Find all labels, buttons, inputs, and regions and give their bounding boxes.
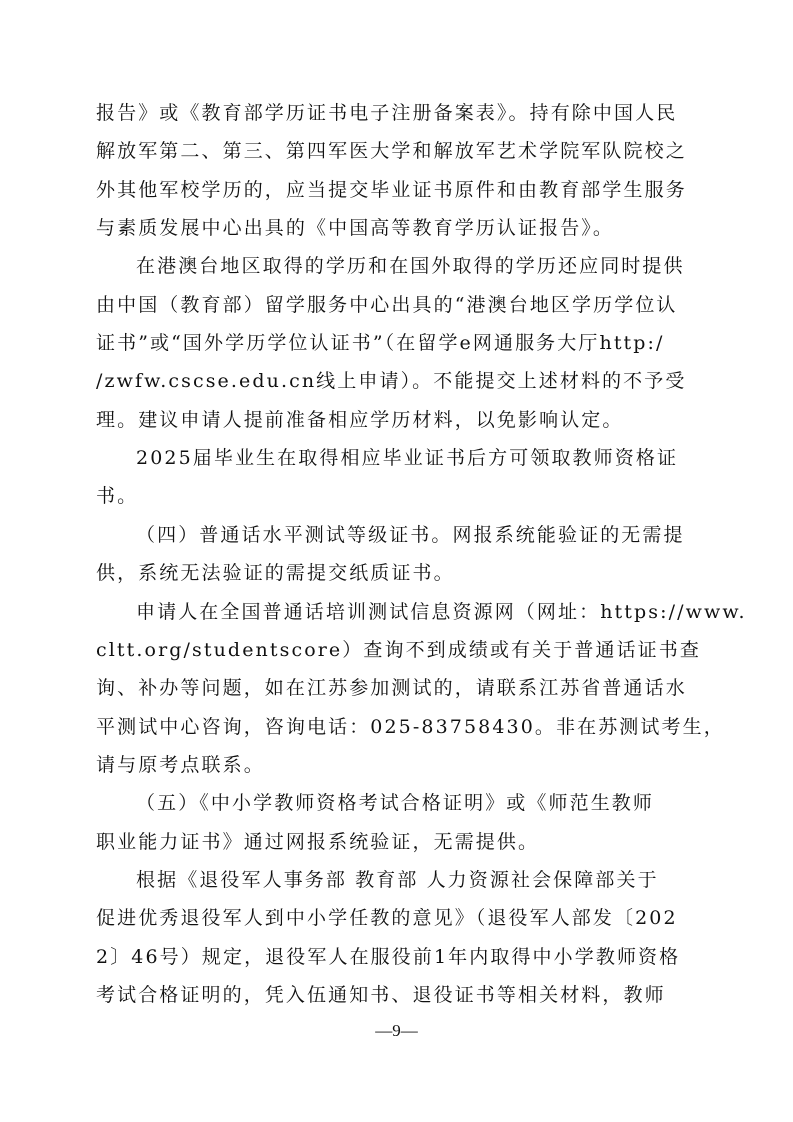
text-line: 平测试中心咨询，咨询电话：025-83758430。非在苏测试考生， — [96, 716, 725, 738]
text-line: 报告》或《教育部学历证书电子注册备案表》。持有除中国人民 — [96, 102, 678, 124]
text-line: 解放军第二、第三、第四军医大学和解放军艺术学院军队院校之 — [96, 140, 687, 162]
text-line: 促进优秀退役军人到中小学任教的意见》（退役军人部发〔202 — [96, 907, 678, 929]
text-line: 与素质发展中心出具的《中国高等教育学历认证报告》。 — [96, 217, 615, 239]
text-line: 考试合格证明的，凭入伍通知书、退役证书等相关材料，教师 — [96, 984, 666, 1006]
text-line: 根据《退役军人事务部 教育部 人力资源社会保障部关于 — [136, 869, 659, 891]
text-line: /zwfw.cscse.edu.cn线上申请）。不能提交上述材料的不予受 — [96, 370, 687, 392]
text-line: 证书”或“国外学历学位认证书”（在留学e网通服务大厅http:/ — [96, 332, 665, 354]
section-heading-5: （五）《中小学教师资格考试合格证明》或《师范生教师 — [136, 792, 655, 814]
text-line: 供，系统无法验证的需提交纸质证书。 — [96, 562, 455, 584]
text-line: 职业能力证书》通过网报系统验证，无需提供。 — [96, 831, 540, 853]
text-line: 2〕46号）规定，退役军人在服役前1年内取得中小学教师资格 — [96, 946, 681, 968]
text-line: 询、补办等问题，如在江苏参加测试的，请联系江苏省普通话水 — [96, 677, 687, 699]
text-line: 申请人在全国普通话培训测试信息资源网（网址：https://www. — [136, 601, 747, 623]
text-line: 在港澳台地区取得的学历和在国外取得的学历还应同时提供 — [136, 255, 685, 277]
text-line: cltt.org/studentscore）查询不到成绩或有关于普通话证书查 — [96, 639, 701, 661]
text-line: 由中国（教育部）留学服务中心出具的“港澳台地区学历学位认 — [96, 294, 678, 316]
text-line: 请与原考点联系。 — [96, 754, 265, 776]
text-line: 书。 — [96, 485, 139, 507]
page-number: —9— — [375, 1021, 418, 1040]
text-line: 理。建议申请人提前准备相应学历材料，以免影响认定。 — [96, 409, 624, 431]
text-line: 2025届毕业生在取得相应毕业证书后方可领取教师资格证 — [136, 447, 679, 469]
section-heading-4: （四）普通话水平测试等级证书。网报系统能验证的无需提 — [136, 524, 685, 546]
text-line: 外其他军校学历的，应当提交毕业证书原件和由教育部学生服务 — [96, 179, 687, 201]
